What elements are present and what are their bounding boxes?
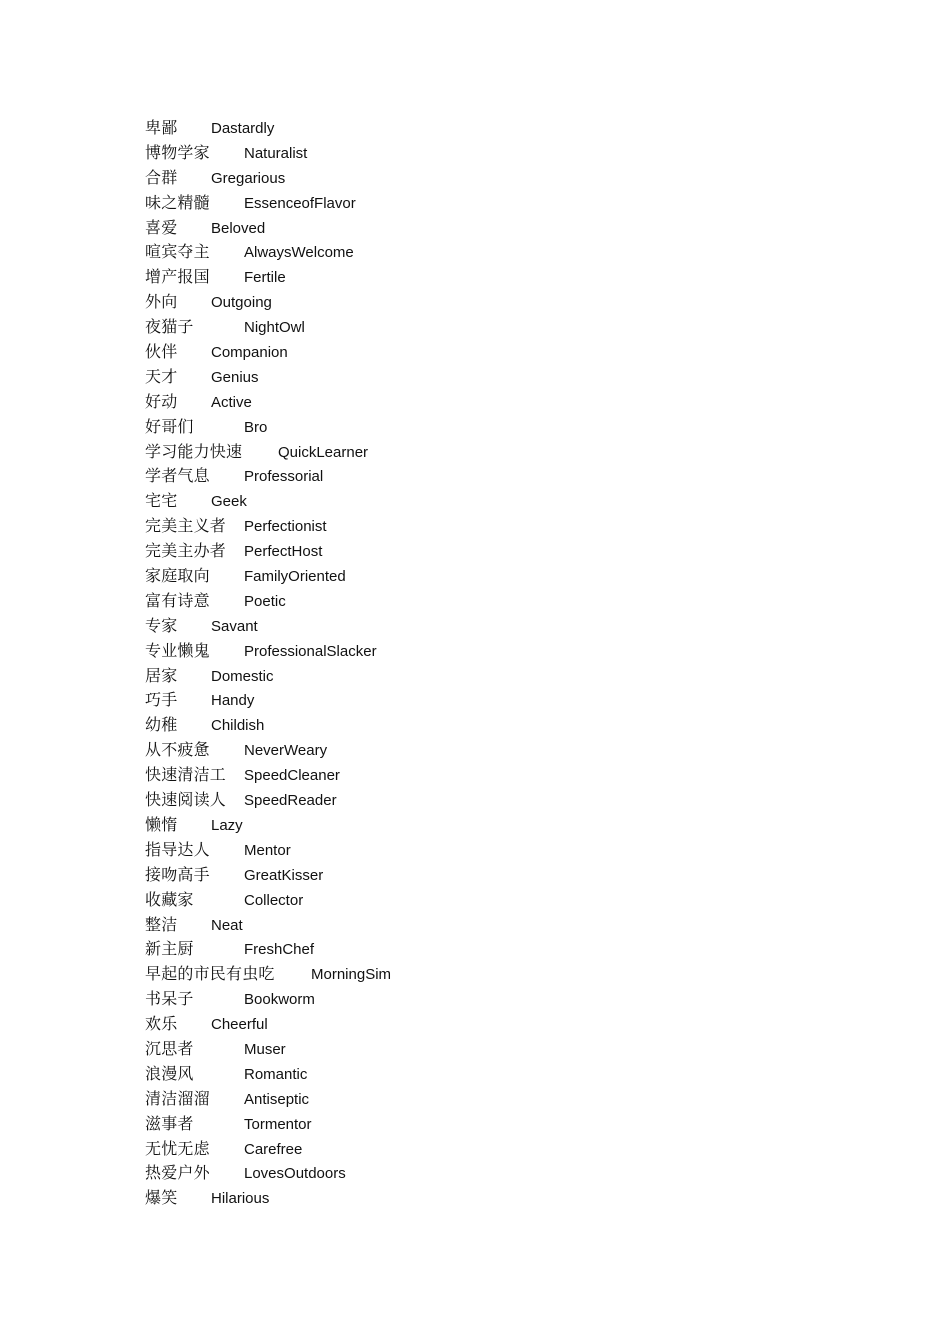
list-item: [145, 564, 845, 589]
chinese-term: 学习能力快速: [145, 441, 243, 461]
chinese-term: 从不疲惫: [145, 740, 210, 760]
list-item: [145, 240, 845, 265]
list-item: [145, 315, 845, 340]
english-term: AlwaysWelcome: [244, 244, 354, 262]
english-term: Active: [211, 393, 252, 411]
english-term: Outgoing: [211, 294, 272, 312]
list-item: [145, 1012, 845, 1037]
list-item: [145, 464, 845, 489]
english-term: Domestic: [211, 667, 274, 685]
english-term: Bro: [244, 418, 268, 436]
list-item: [145, 440, 845, 465]
chinese-term: 完美主义者: [145, 516, 227, 536]
english-term: Gregarious: [211, 169, 286, 187]
list-item: [145, 738, 845, 763]
list-item: [145, 838, 845, 863]
list-item: [145, 1137, 845, 1162]
list-item: [145, 116, 845, 141]
chinese-term: 合群: [145, 167, 178, 187]
list-item: [145, 913, 845, 938]
list-item: [145, 614, 845, 639]
list-item: [145, 166, 845, 191]
chinese-term: 浪漫风: [145, 1063, 194, 1083]
english-term: Dastardly: [211, 120, 275, 137]
list-item: [145, 514, 845, 539]
english-term: Handy: [211, 692, 255, 710]
list-item: [145, 1062, 845, 1087]
list-item: [145, 788, 845, 813]
list-item: [145, 639, 845, 664]
chinese-term: 卑鄙: [145, 118, 178, 137]
chinese-term: 快速清洁工: [145, 765, 227, 785]
english-term: Hilarious: [211, 1190, 270, 1208]
chinese-term: 完美主办者: [145, 541, 227, 561]
chinese-term: 巧手: [145, 690, 178, 710]
chinese-term: 幼稚: [145, 715, 178, 735]
list-item: [145, 539, 845, 564]
list-item: [145, 763, 845, 788]
english-term: MorningSim: [311, 966, 392, 984]
chinese-term: 天才: [145, 366, 178, 386]
english-term: FamilyOriented: [244, 568, 346, 586]
chinese-term: 富有诗意: [145, 590, 210, 610]
english-term: SpeedCleaner: [244, 767, 340, 785]
english-term: Beloved: [211, 219, 266, 237]
list-item: [145, 987, 845, 1012]
chinese-term: 整洁: [145, 914, 178, 934]
list-item: [145, 390, 845, 415]
chinese-term: 欢乐: [145, 1014, 178, 1034]
list-item: [145, 937, 845, 962]
list-item: [145, 888, 845, 913]
english-term: Tormentor: [244, 1115, 312, 1133]
list-item: [145, 713, 845, 738]
english-term: SpeedReader: [244, 792, 337, 810]
list-item: [145, 415, 845, 440]
chinese-term: 懒惰: [145, 814, 178, 834]
chinese-term: 专业懒鬼: [145, 640, 210, 660]
chinese-term: 书呆子: [145, 989, 194, 1009]
chinese-term: 家庭取向: [145, 566, 210, 586]
english-term: Carefree: [244, 1140, 303, 1158]
trait-list: [145, 116, 845, 1211]
chinese-term: 夜猫子: [145, 317, 194, 337]
list-item: [145, 1112, 845, 1137]
english-term: Poetic: [244, 592, 286, 610]
english-term: EssenceofFlavor: [244, 194, 356, 212]
english-term: ProfessionalSlacker: [244, 642, 377, 660]
list-item: [145, 265, 845, 290]
list-item: [145, 863, 845, 888]
english-term: NightOwl: [244, 319, 305, 337]
english-term: Romantic: [244, 1065, 308, 1083]
list-item: [145, 365, 845, 390]
chinese-term: 专家: [145, 615, 178, 635]
english-term: Muser: [244, 1040, 286, 1058]
english-term: Professorial: [244, 468, 324, 486]
list-item: [145, 1087, 845, 1112]
list-item: [145, 813, 845, 838]
chinese-term: 收藏家: [145, 889, 194, 909]
chinese-term: 早起的市民有虫吃: [145, 964, 275, 984]
english-term: Cheerful: [211, 1016, 268, 1034]
list-item: [145, 1186, 845, 1211]
chinese-term: 指导达人: [145, 839, 210, 859]
chinese-term: 热爱户外: [145, 1163, 210, 1183]
english-term: FreshChef: [244, 941, 315, 959]
chinese-term: 学者气息: [145, 466, 210, 486]
list-item: [145, 1161, 845, 1186]
chinese-term: 新主厨: [145, 939, 194, 959]
chinese-term: 博物学家: [145, 142, 210, 162]
list-item: [145, 688, 845, 713]
chinese-term: 伙伴: [145, 342, 178, 362]
english-term: NeverWeary: [244, 742, 328, 760]
chinese-term: 增产报国: [145, 267, 210, 287]
chinese-term: 喧宾夺主: [145, 242, 210, 262]
english-term: Antiseptic: [244, 1090, 310, 1108]
english-term: GreatKisser: [244, 866, 324, 884]
chinese-term: 滋事者: [145, 1113, 194, 1133]
english-term: Childish: [211, 717, 265, 735]
english-term: Lazy: [211, 816, 243, 834]
english-term: Fertile: [244, 269, 286, 287]
list-item: [145, 340, 845, 365]
list-item: [145, 191, 845, 216]
chinese-term: 好动: [145, 391, 178, 411]
english-term: LovesOutdoors: [244, 1165, 346, 1183]
list-item: [145, 141, 845, 166]
english-term: Companion: [211, 344, 288, 362]
list-item: [145, 290, 845, 315]
english-term: QuickLearner: [278, 443, 369, 461]
list-item: [145, 589, 845, 614]
english-term: Mentor: [244, 841, 291, 859]
chinese-term: 无忧无虑: [145, 1138, 210, 1158]
chinese-term: 居家: [145, 665, 178, 685]
english-term: PerfectHost: [244, 543, 323, 561]
chinese-term: 喜爱: [145, 217, 178, 237]
english-term: Bookworm: [244, 991, 315, 1009]
list-item: [145, 1037, 845, 1062]
chinese-term: 沉思者: [145, 1038, 194, 1058]
list-item: [145, 962, 845, 987]
english-term: Neat: [211, 916, 243, 934]
chinese-term: 外向: [145, 292, 178, 312]
list-item: [145, 489, 845, 514]
chinese-term: 好哥们: [145, 416, 194, 436]
list-item: [145, 216, 845, 241]
chinese-term: 宅宅: [145, 491, 178, 511]
chinese-term: 接吻高手: [145, 864, 210, 884]
english-term: Perfectionist: [244, 518, 327, 536]
english-term: Naturalist: [244, 144, 308, 162]
english-term: Savant: [211, 617, 258, 635]
chinese-term: 味之精髓: [145, 192, 210, 212]
english-term: Genius: [211, 368, 259, 386]
chinese-term: 爆笑: [145, 1188, 178, 1208]
chinese-term: 清洁溜溜: [145, 1088, 210, 1108]
list-item: [145, 664, 845, 689]
english-term: Collector: [244, 891, 304, 909]
english-term: Geek: [211, 493, 247, 511]
chinese-term: 快速阅读人: [145, 790, 227, 810]
